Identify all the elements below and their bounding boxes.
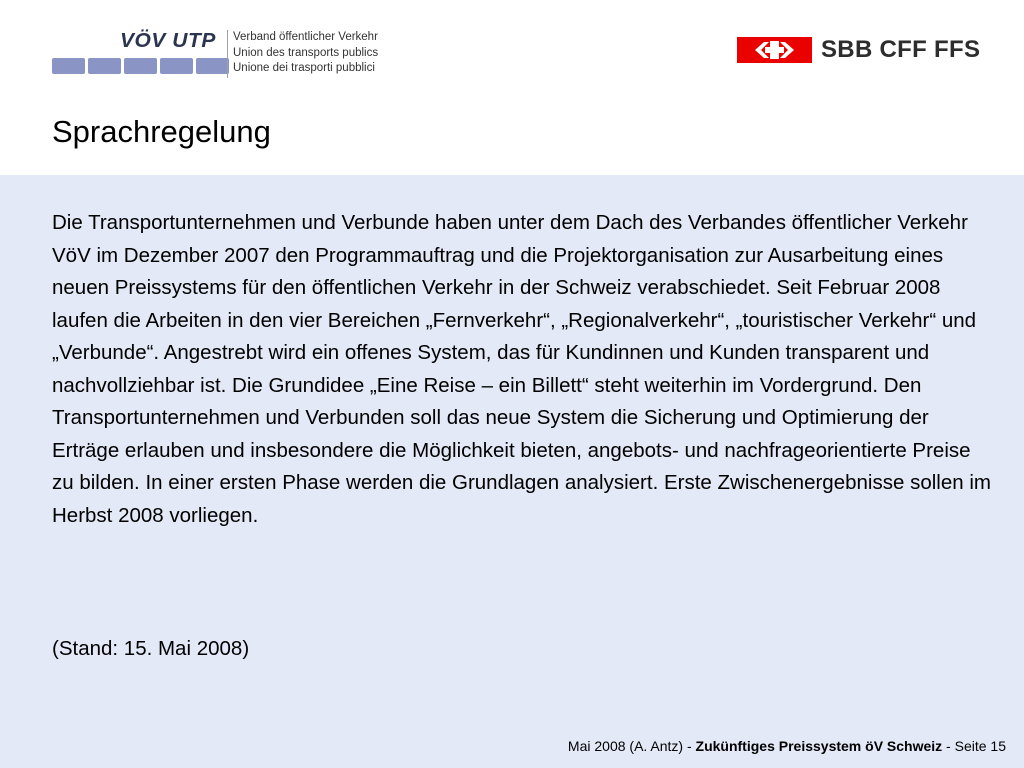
vov-logo-block	[196, 58, 229, 74]
vov-logo-block	[52, 58, 85, 74]
footer-page-number: - Seite 15	[942, 738, 1006, 754]
body-paragraph: Die Transportunternehmen und Verbunde haben unter dem Dach des Verbandes öffentlicher Verkehr VöV im Dezember 2007 den Programmauftrag und die Projektorganisation zur Ausarbeitung eines neuen Preissystems für den öffentlichen Verkehr in der Schweiz verabschiedet. Seit Februar 2008 laufen die Arbeiten in den vier Bereichen „Fernverkehr“, „Regionalverkehr“, „touristischer Verkehr“ und „Verbunde“. Angestrebt wird ein offenes System, das für Kundinnen und Kunden transparent und nachvollziehbar ist. Die Grundidee „Eine Reise – ein Billett“ steht weiterhin im Vordergrund. Den Transportunternehmen und Verbunden soll das neue System die Sicherung und Optimierung der Erträge erlauben und insbesondere die Möglichkeit bieten, angebots- und nachfrageorientierte Preise zu bilden. In einer ersten Phase werden die Grundlagen analysiert. Erste Zwischenergebnisse sollen im Herbst 2008 vorliegen.	[52, 211, 991, 527]
slide-footer	[568, 736, 1006, 756]
vov-logo-line-de: Verband öffentlicher Verkehr	[233, 31, 378, 43]
vov-utp-logo	[50, 28, 380, 83]
vov-logo-wordmark: VÖV UTP	[120, 30, 216, 52]
page-title: Sprachregelung	[52, 114, 271, 149]
vov-logo-block	[88, 58, 121, 74]
vov-logo-blocks	[52, 58, 229, 74]
vov-logo-block	[124, 58, 157, 74]
slide-content	[0, 175, 1024, 768]
vov-logo-line-fr: Union des transports publics	[233, 46, 379, 59]
vov-logo-text	[233, 30, 378, 77]
footer-presentation-title: Zukünftiges Preissystem öV Schweiz	[695, 738, 943, 754]
vov-logo-divider	[227, 30, 228, 78]
slide-header	[0, 0, 1024, 175]
vov-logo-line-it: Unione dei trasporti pubblici	[233, 62, 375, 74]
footer-date-author: Mai 2008 (A. Antz) -	[567, 738, 696, 754]
sbb-logo-wordmark: SBB CFF FFS	[821, 36, 981, 63]
sbb-swiss-cross-icon	[737, 37, 812, 63]
vov-logo-block	[160, 58, 193, 74]
sbb-logo	[737, 37, 987, 65]
status-date: (Stand: 15. Mai 2008)	[52, 637, 250, 660]
